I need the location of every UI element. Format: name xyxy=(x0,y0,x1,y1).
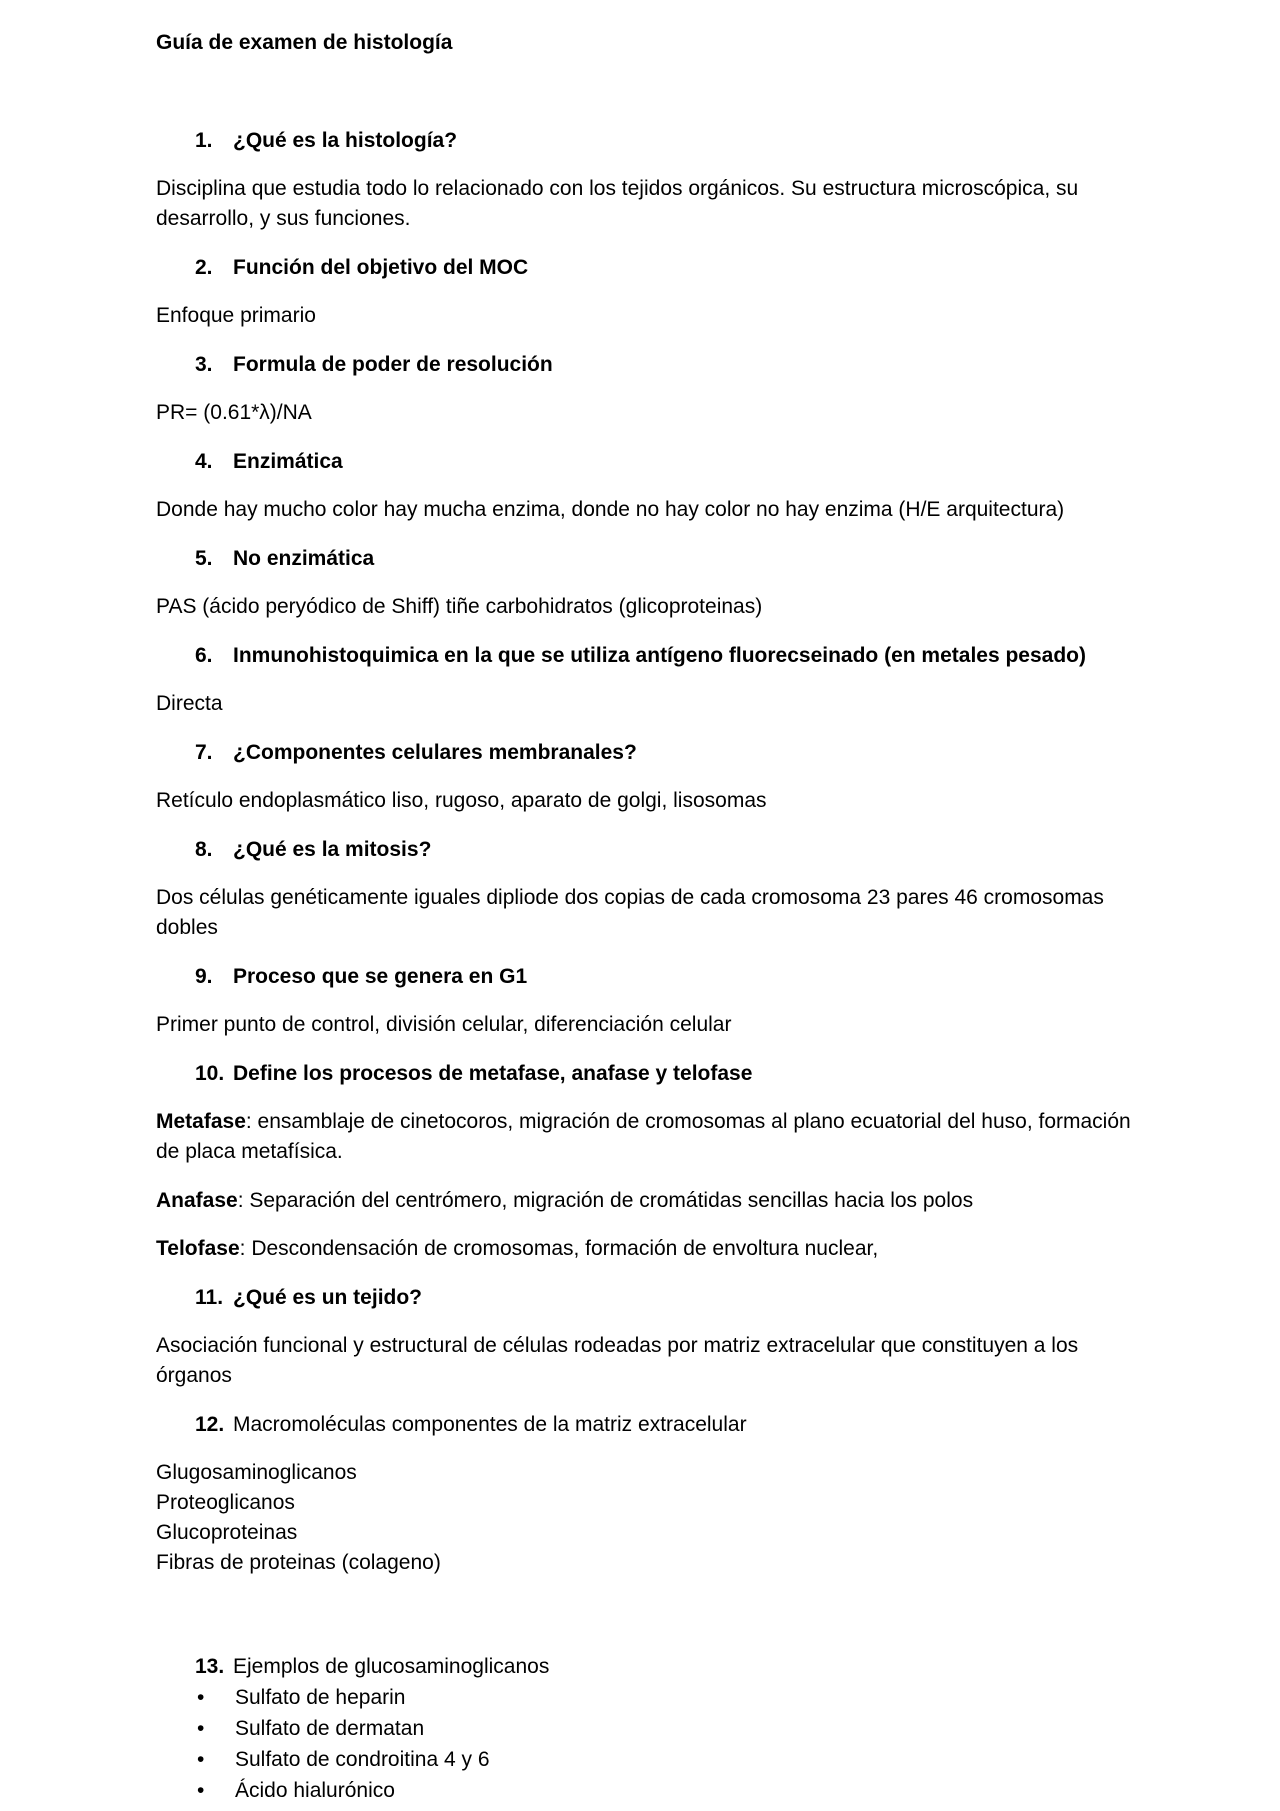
answer-9: Primer punto de control, división celular, diferenciación celular xyxy=(156,1013,732,1036)
question-text: Ejemplos de glucosaminoglicanos xyxy=(233,1655,550,1678)
list-item: Glugosaminoglicanos xyxy=(156,1461,357,1484)
question-number: 3. xyxy=(195,353,213,376)
phase-text: : ensamblaje de cinetocoros, migración de cromosomas al plano ecuatorial del huso, formación de placa metafísica. xyxy=(156,1110,1131,1163)
bullet-item xyxy=(195,1776,490,1807)
question-text: No enzimática xyxy=(233,547,375,570)
question-10 xyxy=(195,1059,752,1089)
question-5 xyxy=(195,544,374,574)
bullet-list xyxy=(195,1683,490,1807)
answer-4: Donde hay mucho color hay mucha enzima, donde no hay color no hay enzima (H/E arquitectura) xyxy=(156,498,1065,521)
phase-term: Anafase xyxy=(156,1189,238,1212)
list-item: Proteoglicanos xyxy=(156,1491,295,1514)
question-number: 12. xyxy=(195,1413,225,1436)
question-number: 2. xyxy=(195,256,213,279)
bullet-item xyxy=(195,1683,490,1714)
question-number: 7. xyxy=(195,741,213,764)
bullet-text: Sulfato de dermatan xyxy=(235,1717,425,1740)
question-8 xyxy=(195,835,431,865)
question-9 xyxy=(195,962,527,992)
answer-6: Directa xyxy=(156,692,223,715)
phase-text: : Descondensación de cromosomas, formación de envoltura nuclear, xyxy=(239,1237,879,1260)
bullet-icon: • xyxy=(197,1748,205,1771)
question-text: ¿Componentes celulares membranales? xyxy=(233,741,637,764)
answer-8: Dos células genéticamente iguales dipliode dos copias de cada cromosoma 23 pares 46 cromosomas dobles xyxy=(156,886,1104,939)
document-title: Guía de examen de histología xyxy=(156,31,453,54)
answer-7: Retículo endoplasmático liso, rugoso, aparato de golgi, lisosomas xyxy=(156,789,767,812)
question-text: Macromoléculas componentes de la matriz extracelular xyxy=(233,1413,747,1436)
question-text: Inmunohistoquimica en la que se utiliza antígeno fluorecseinado (en metales pesado) xyxy=(233,644,1086,667)
question-13 xyxy=(195,1652,549,1682)
bullet-icon: • xyxy=(197,1686,205,1709)
question-text: ¿Qué es un tejido? xyxy=(233,1286,423,1309)
list-item: Fibras de proteinas (colageno) xyxy=(156,1551,441,1574)
question-12 xyxy=(195,1410,747,1440)
question-number: 5. xyxy=(195,547,213,570)
question-text: Define los procesos de metafase, anafase y telofase xyxy=(233,1062,753,1085)
question-number: 13. xyxy=(195,1655,225,1678)
question-11 xyxy=(195,1283,422,1313)
bullet-item xyxy=(195,1745,490,1776)
question-2 xyxy=(195,253,528,283)
question-number: 4. xyxy=(195,450,213,473)
question-text: ¿Qué es la histología? xyxy=(233,129,458,152)
phase-term: Metafase xyxy=(156,1110,246,1133)
phase-anafase xyxy=(156,1186,1136,1216)
question-text: Formula de poder de resolución xyxy=(233,353,553,376)
question-number: 1. xyxy=(195,129,213,152)
question-number: 10. xyxy=(195,1062,225,1085)
answer-5: PAS (ácido peryódico de Shiff) tiñe carbohidratos (glicoproteinas) xyxy=(156,595,763,618)
bullet-item xyxy=(195,1714,490,1745)
answer-3: PR= (0.61*λ)/NA xyxy=(156,401,312,424)
answer-2: Enfoque primario xyxy=(156,304,316,327)
list-item: Glucoproteinas xyxy=(156,1521,298,1544)
bullet-text: Sulfato de condroitina 4 y 6 xyxy=(235,1748,490,1771)
question-number: 8. xyxy=(195,838,213,861)
question-text: Proceso que se genera en G1 xyxy=(233,965,528,988)
question-4 xyxy=(195,447,343,477)
bullet-text: Ácido hialurónico xyxy=(235,1779,395,1802)
question-text: Función del objetivo del MOC xyxy=(233,256,529,279)
question-6 xyxy=(195,641,1086,671)
question-number: 11. xyxy=(195,1286,224,1309)
question-number: 6. xyxy=(195,644,213,667)
question-text: Enzimática xyxy=(233,450,343,473)
answer-1: Disciplina que estudia todo lo relacionado con los tejidos orgánicos. Su estructura microscópica, su desarrollo, y sus funciones. xyxy=(156,177,1079,230)
question-number: 9. xyxy=(195,965,213,988)
question-7 xyxy=(195,738,637,768)
phase-telofase xyxy=(156,1234,1136,1264)
bullet-icon: • xyxy=(197,1779,205,1802)
question-1 xyxy=(195,126,457,156)
bullet-icon: • xyxy=(197,1717,205,1740)
phase-text: : Separación del centrómero, migración de cromátidas sencillas hacia los polos xyxy=(237,1189,974,1212)
question-text: ¿Qué es la mitosis? xyxy=(233,838,432,861)
phase-term: Telofase xyxy=(156,1237,240,1260)
question-3 xyxy=(195,350,553,380)
answer-12-list xyxy=(156,1458,1136,1578)
phase-metafase xyxy=(156,1107,1136,1167)
bullet-text: Sulfato de heparin xyxy=(235,1686,406,1709)
answer-11: Asociación funcional y estructural de células rodeadas por matriz extracelular que constituyen a los órganos xyxy=(156,1334,1079,1387)
